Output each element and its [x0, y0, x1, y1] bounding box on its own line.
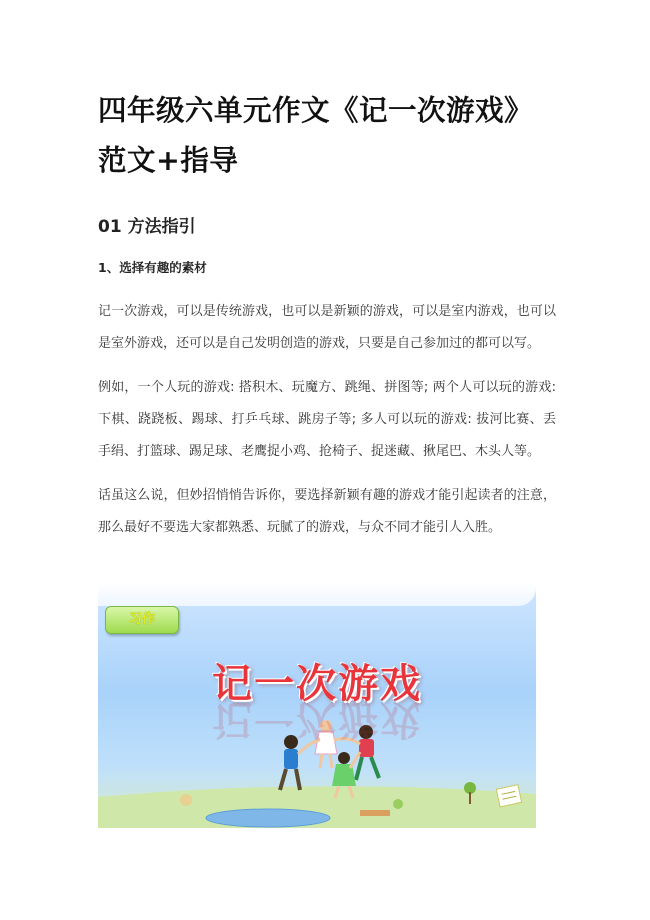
page-title: 四年级六单元作文《记一次游戏》范文+指导 — [98, 94, 534, 177]
image-tab-label: 习作 — [105, 606, 179, 634]
image-title-reflection: 记一次游戏 — [212, 696, 422, 743]
document-body — [98, 86, 556, 544]
image-title: 记一次游戏 — [212, 660, 422, 707]
paragraph-1: 记一次游戏，可以是传统游戏，也可以是新颖的游戏，可以是室内游戏，也可以是室外游戏，还可以是自己发明创造的游戏，只要是自己参加过的都可以写。 — [98, 304, 556, 351]
paragraph-2: 例如，一个人玩的游戏: 搭积木、玩魔方、跳绳、拼图等; 两个人可以玩的游戏: 下棋、跷跷板、踢球、打乒乓球、跳房子等; 多人可以玩的游戏: 拔河比赛、丢手绢、打篮球、踢足球、老鹰捉小鸡、抢椅子、捉迷藏、揪尾巴、木头人等。 — [98, 380, 556, 459]
paragraph-3: 话虽这么说，但妙招悄悄告诉你，要选择新颖有趣的游戏才能引起读者的注意，那么最好不要选大家都熟悉、玩腻了的游戏，与众不同才能引人入胜。 — [98, 488, 556, 535]
illustration-image — [98, 582, 536, 828]
subheading: 1、选择有趣的素材 — [98, 260, 207, 275]
section-heading: 01 方法指引 — [98, 217, 196, 237]
